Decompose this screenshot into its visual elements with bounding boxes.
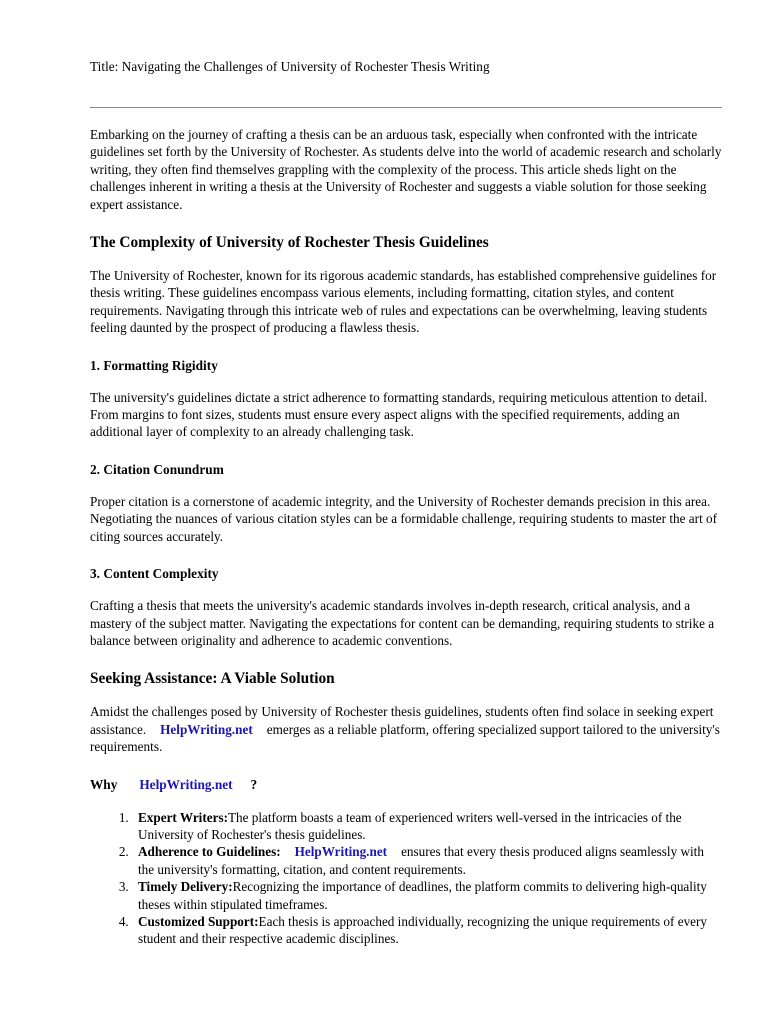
paragraph-formatting-rigidity: The university's guidelines dictate a strict adherence to formatting standards, requiring meticulous attention to detail. From margins to font sizes, students must ensure every aspect aligns with the specified requirements, adding an additional layer of complexity to an already challenging task. — [90, 389, 708, 440]
spacer — [90, 793, 722, 809]
feature-label-expert-writers: Expert Writers: — [138, 809, 228, 825]
subheading-citation-conundrum: 2. Citation Conundrum — [90, 461, 224, 477]
spacer — [90, 649, 722, 669]
helpwriting-link-adherence[interactable]: HelpWriting.net — [294, 844, 388, 860]
complexity-paragraph: The University of Rochester, known for its rigorous academic standards, has established comprehensive guidelines for thesis writing. These guidelines encompass various elements, including formatting, citation styles, and content requirements. Navigating through this intricate web of rules and expectations can be overwhelming, leaving students feeling daunted by the prospect of producing a flawless thesis. — [90, 268, 717, 336]
feature-text-adherence: ensures that every thesis produced aligns seamlessly with the university's formatting, citation, and content requirements. — [138, 844, 704, 877]
assistance-paragraph — [90, 703, 722, 755]
spacer — [90, 545, 722, 565]
spacer — [90, 582, 722, 597]
section-heading-complexity: The Complexity of University of Rochester Thesis Guidelines — [90, 234, 489, 252]
spacer — [90, 252, 722, 267]
subheading-content-complexity: 3. Content Complexity — [90, 566, 219, 582]
assistance-text-after: emerges as a reliable platform, offering specialized support tailored to the university's requirements. — [90, 721, 720, 755]
feature-label-adherence: Adherence to Guidelines: — [138, 844, 281, 860]
why-suffix: ? — [250, 776, 258, 792]
paragraph-citation-conundrum: Proper citation is a cornerstone of academic integrity, and the University of Rochester demands precision in this area. Negotiating the nuances of various citation styles can be a formidable challenge, requiring students to master the art of citing sources accurately. — [90, 493, 718, 544]
feature-text-expert-writers: The platform boasts a team of experienced writers well-versed in the intricacies of the University of Rochester's thesis guidelines. — [138, 809, 682, 842]
helpwriting-link-why[interactable]: HelpWriting.net — [139, 776, 233, 792]
feature-label-timely-delivery: Timely Delivery: — [138, 879, 233, 895]
list-item — [132, 809, 722, 844]
section-heading-seeking-assistance: Seeking Assistance: A Viable Solution — [90, 670, 335, 688]
subheading-formatting-rigidity: 1. Formatting Rigidity — [90, 357, 218, 373]
spacer — [90, 108, 722, 126]
spacer — [90, 374, 722, 389]
list-item — [132, 878, 722, 913]
helpwriting-link[interactable]: HelpWriting.net — [160, 721, 253, 737]
intro-paragraph: Embarking on the journey of crafting a thesis can be an arduous task, especially when confronted with the intricate guidelines set forth by the University of Rochester. As students delve into the world of academic research and scholarly writing, they often find themselves grappling with the complexity of the process. This article sheds light on the challenges inherent in writing a thesis at the University of Rochester and suggests a viable solution for those seeking expert assistance. — [90, 127, 722, 212]
spacer — [90, 478, 722, 493]
list-item — [132, 843, 722, 878]
paragraph-content-complexity: Crafting a thesis that meets the university's academic standards involves in-depth research, critical analysis, and a mastery of the subject matter. Navigating the expectations for content can be demanding, requiring students to strike a balance between originality and adherence to academic conventions. — [90, 598, 715, 648]
document-title: Title: Navigating the Challenges of University of Rochester Thesis Writing — [90, 59, 490, 74]
features-list — [90, 809, 722, 948]
spacer — [90, 756, 722, 776]
why-prefix: Why — [90, 776, 118, 792]
spacer — [90, 441, 722, 461]
list-item — [132, 913, 722, 948]
spacer — [90, 688, 722, 703]
spacer — [90, 337, 722, 357]
feature-text-timely-delivery: Recognizing the importance of deadlines, the platform commits to delivering high-quality theses within stipulated timeframes. — [138, 879, 707, 912]
assistance-text-before: Amidst the challenges posed by University of Rochester thesis guidelines, students often find solace in seeking expert assistance. — [90, 704, 714, 737]
why-line — [90, 776, 722, 793]
feature-label-customized-support: Customized Support: — [138, 913, 259, 929]
document-body — [90, 58, 722, 948]
spacer — [90, 213, 722, 233]
feature-text-customized-support: Each thesis is approached individually, recognizing the unique requirements of every student and their respective academic disciplines. — [138, 913, 708, 947]
